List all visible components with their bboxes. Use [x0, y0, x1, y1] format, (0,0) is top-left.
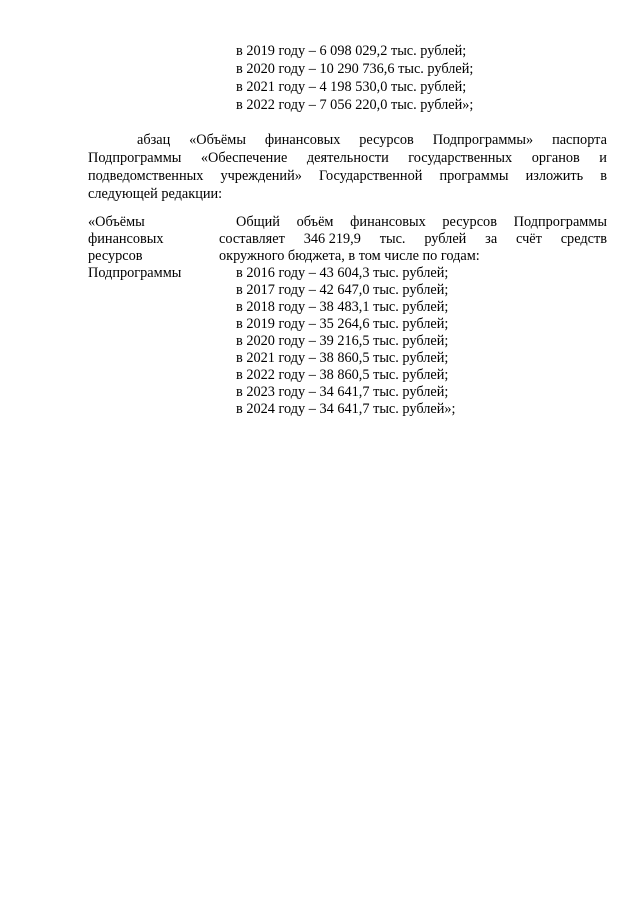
funding-2019-line: в 2019 году – 6 098 029,2 тыс. рублей; — [236, 43, 467, 59]
word: органов — [531, 150, 580, 166]
year-2019-line: в 2019 году – 35 264,6 тыс. рублей; — [236, 316, 449, 332]
word: учреждений» — [220, 168, 302, 184]
year-2018-line: в 2018 году – 38 483,1 тыс. рублей; — [236, 299, 449, 315]
table-left-line-1: «Объёмы — [88, 214, 145, 230]
word: рублей — [424, 231, 467, 247]
word: «Объёмы — [189, 132, 246, 148]
word: Подпрограммы» — [432, 132, 534, 148]
table-left-line-4: Подпрограммы — [88, 265, 182, 281]
paragraph-line-2 — [88, 150, 607, 168]
word: за — [485, 231, 498, 247]
word: абзац — [137, 132, 171, 148]
word: Подпрограммы — [513, 214, 607, 230]
table-left-line-2: финансовых — [88, 231, 164, 247]
word: средств — [560, 231, 607, 247]
word: деятельности — [306, 150, 389, 166]
word: в — [600, 168, 607, 184]
table-right-line-1 — [236, 214, 607, 232]
word: «Обеспечение — [200, 150, 288, 166]
year-2024-line: в 2024 году – 34 641,7 тыс. рублей»; — [236, 401, 456, 417]
year-2021-line: в 2021 году – 38 860,5 тыс. рублей; — [236, 350, 449, 366]
word: и — [599, 150, 607, 166]
table-left-line-3: ресурсов — [88, 248, 143, 264]
year-2023-line: в 2023 году – 34 641,7 тыс. рублей; — [236, 384, 449, 400]
funding-2021-line: в 2021 году – 4 198 530,0 тыс. рублей; — [236, 79, 467, 95]
word: подведомственных — [88, 168, 204, 184]
word: Государственной — [318, 168, 423, 184]
word: ресурсов — [442, 214, 497, 230]
word: составляет — [219, 231, 285, 247]
word: государственных — [408, 150, 513, 166]
word: Подпрограммы — [88, 150, 182, 166]
word: изложить — [525, 168, 584, 184]
year-2020-line: в 2020 году – 39 216,5 тыс. рублей; — [236, 333, 449, 349]
year-2016-line: в 2016 году – 43 604,3 тыс. рублей; — [236, 265, 449, 281]
word: паспорта — [552, 132, 607, 148]
word: финансовых — [264, 132, 341, 148]
word: тыс. — [379, 231, 406, 247]
word: Общий — [236, 214, 280, 230]
word: 346 219,9 — [303, 231, 361, 247]
paragraph-line-3 — [88, 168, 607, 186]
funding-2020-line: в 2020 году – 10 290 736,6 тыс. рублей; — [236, 61, 474, 77]
word: финансовых — [350, 214, 426, 230]
table-right-line-3: окружного бюджета, в том числе по годам: — [219, 248, 480, 264]
word: счёт — [516, 231, 542, 247]
word: программы — [439, 168, 509, 184]
paragraph-line-1 — [137, 132, 607, 150]
year-2022-line: в 2022 году – 38 860,5 тыс. рублей; — [236, 367, 449, 383]
funding-2022-line: в 2022 году – 7 056 220,0 тыс. рублей»; — [236, 97, 474, 113]
year-2017-line: в 2017 году – 42 647,0 тыс. рублей; — [236, 282, 449, 298]
paragraph-line-4: следующей редакции: — [88, 186, 223, 202]
word: ресурсов — [359, 132, 414, 148]
word: объём — [296, 214, 334, 230]
table-right-line-2 — [219, 231, 607, 249]
